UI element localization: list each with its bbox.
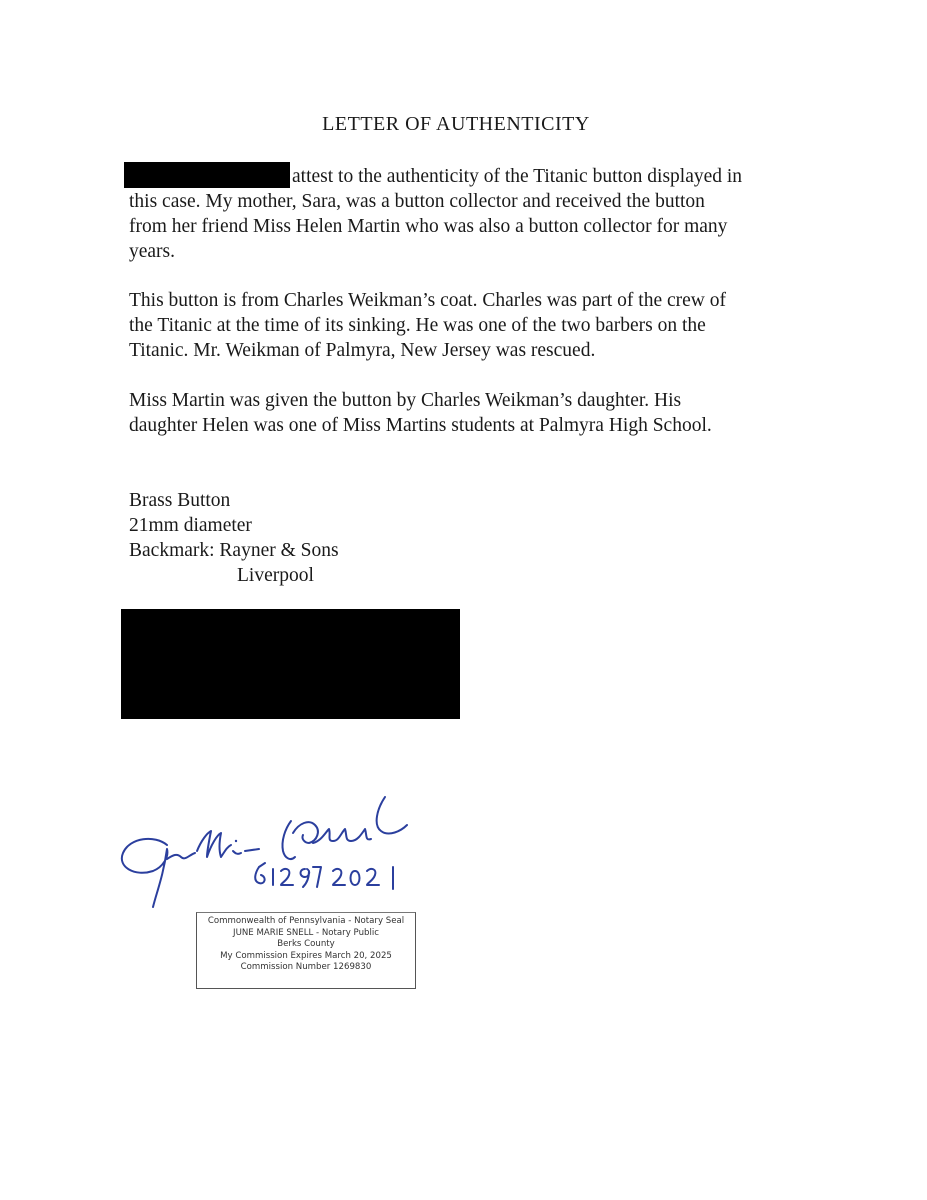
paragraph-line: [129, 162, 789, 189]
paragraph-line: years.: [129, 241, 176, 262]
paragraph-line: from her friend Miss Helen Martin who was also a button collector for many: [129, 216, 728, 237]
stamp-line: Berks County: [277, 939, 335, 950]
paragraph-line: Miss Martin was given the button by Charles Weikman’s daughter. His: [129, 390, 682, 411]
stamp-line: JUNE MARIE SNELL - Notary Public: [233, 927, 379, 938]
paragraph-line: daughter Helen was one of Miss Martins students at Palmyra High School.: [129, 415, 712, 436]
document-title: LETTER OF AUTHENTICITY: [322, 113, 590, 135]
paragraph-line-text: attest to the authenticity of the Titanic button displayed in: [292, 166, 743, 187]
redacted-name: [124, 162, 290, 188]
paragraph-provenance: [129, 388, 789, 438]
spec-backmark: Backmark: Rayner & Sons: [129, 540, 339, 561]
paragraph-attestation: [129, 162, 789, 264]
stamp-line: Commonwealth of Pennsylvania - Notary Seal: [207, 916, 405, 926]
spec-diameter: 21mm diameter: [129, 515, 252, 536]
paragraph-line: this case. My mother, Sara, was a button collector and received the button: [129, 191, 705, 212]
stamp-line: Commission Number 1269830: [240, 962, 372, 973]
spec-backmark-location: Liverpool: [237, 565, 314, 586]
handwritten-signature: [115, 785, 425, 915]
paragraph-line: Titanic. Mr. Weikman of Palmyra, New Jersey was rescued.: [129, 340, 596, 361]
spec-material: Brass Button: [129, 490, 231, 511]
notary-stamp: [196, 912, 416, 989]
paragraph-line: This button is from Charles Weikman’s coat. Charles was part of the crew of: [129, 290, 727, 311]
redacted-block: [121, 609, 460, 719]
paragraph-button-origin: [129, 288, 789, 363]
button-specs: [129, 488, 789, 588]
stamp-line: My Commission Expires March 20, 2025: [220, 950, 392, 961]
paragraph-line: the Titanic at the time of its sinking. He was one of the two barbers on the: [129, 315, 706, 336]
